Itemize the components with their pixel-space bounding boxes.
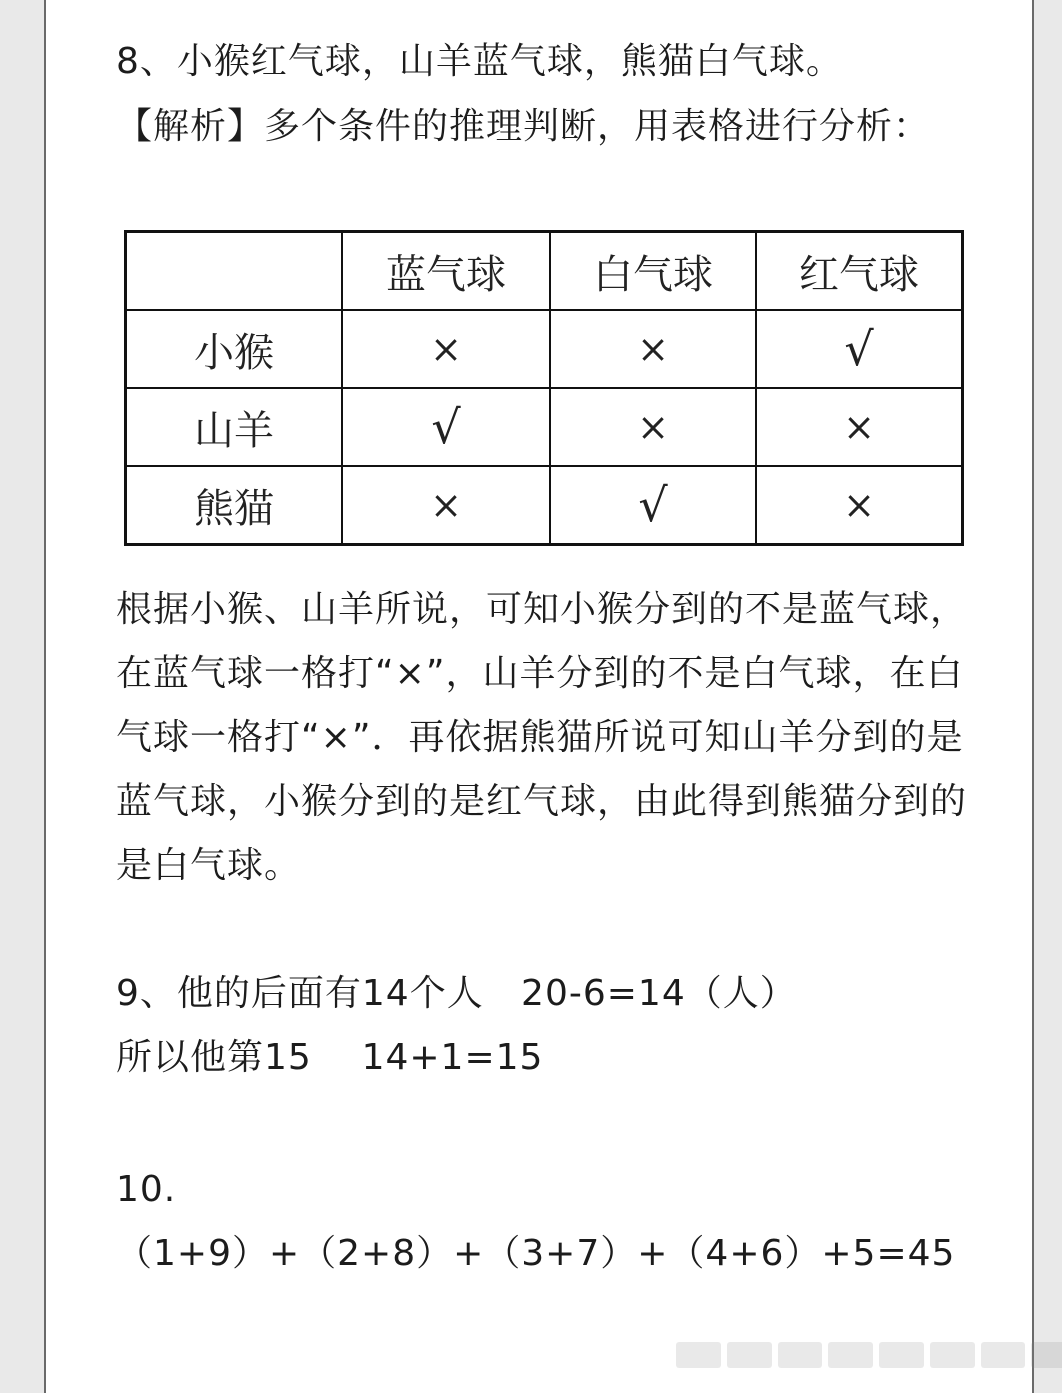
answer-8-line: 8、小猴红气球，山羊蓝气球，熊猫白气球。 — [116, 41, 843, 82]
mark-cell: × — [342, 310, 550, 388]
blurred-watermark — [676, 1338, 1062, 1372]
answer-10-formula: （1+9）+（2+8）+（3+7）+（4+6）+5=45 — [116, 1233, 956, 1274]
mark-cell: √ — [756, 310, 963, 388]
reasoning-table — [124, 230, 964, 546]
mark-cell: √ — [550, 466, 756, 545]
table-row — [126, 310, 963, 388]
mark-cell: √ — [342, 388, 550, 466]
row-name-cell: 熊猫 — [126, 466, 343, 545]
row-name-cell: 山羊 — [126, 388, 343, 466]
answer-8-analysis: 【解析】多个条件的推理判断，用表格进行分析： — [116, 106, 931, 147]
mark-cell: × — [342, 466, 550, 545]
mark-cell: × — [756, 466, 963, 545]
answer-9 — [116, 962, 976, 1090]
table-row — [126, 388, 963, 466]
table-corner-cell — [126, 232, 343, 311]
table-header-cell: 蓝气球 — [342, 232, 550, 311]
mark-cell: × — [550, 388, 756, 466]
row-name-cell: 小猴 — [126, 310, 343, 388]
explanation-paragraph: 根据小猴、山羊所说，可知小猴分到的不是蓝气球，在蓝气球一格打“×”，山羊分到的不是白气球，在白气球一格打“×”．再依据熊猫所说可知山羊分到的是蓝气球，小猴分到的是红气球，由此得到熊猫分到的是白气球。 — [116, 589, 968, 886]
document-page — [44, 0, 1034, 1393]
answer-10-label: 10. — [116, 1169, 177, 1210]
answer-10 — [116, 1158, 976, 1286]
answer-9-line2: 所以他第15 14+1=15 — [116, 1037, 544, 1078]
mark-cell: × — [756, 388, 963, 466]
mark-cell: × — [550, 310, 756, 388]
answer-9-line1: 9、他的后面有14个人 20-6=14（人） — [116, 973, 797, 1014]
table-row — [126, 466, 963, 545]
table-header-cell: 红气球 — [756, 232, 963, 311]
table-header-cell: 白气球 — [550, 232, 756, 311]
table-header-row — [126, 232, 963, 311]
